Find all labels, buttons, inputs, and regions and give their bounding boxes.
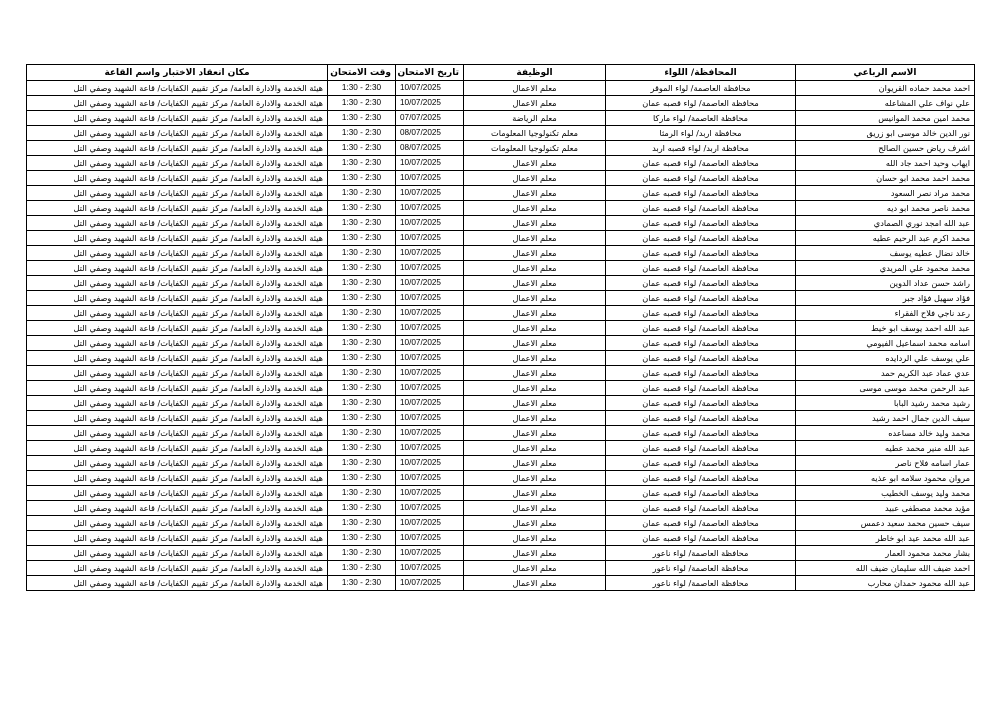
table-row [27, 126, 975, 141]
cell-name: عبد الله محمود حمدان محارب [796, 576, 975, 591]
cell-job: معلم الاعمال [464, 231, 606, 246]
cell-name: احمد محمد حماده القريوان [796, 81, 975, 96]
cell-time: 1:30 - 2:30 [328, 156, 396, 171]
cell-time: 1:30 - 2:30 [328, 381, 396, 396]
table-row [27, 501, 975, 516]
cell-time: 1:30 - 2:30 [328, 276, 396, 291]
cell-time: 1:30 - 2:30 [328, 186, 396, 201]
cell-date: 10/07/2025 [396, 276, 464, 291]
cell-place: هيئة الخدمة والادارة العامة/ مركز تقييم الكفايات/ قاعة الشهيد وصفي التل [27, 411, 328, 426]
table-row [27, 351, 975, 366]
cell-time: 1:30 - 2:30 [328, 441, 396, 456]
cell-name: اسامه محمد اسماعيل الفيومي [796, 336, 975, 351]
cell-governorate: محافظة العاصمة/ لواء قصبه عمان [606, 186, 796, 201]
table-row [27, 321, 975, 336]
cell-date: 10/07/2025 [396, 306, 464, 321]
cell-place: هيئة الخدمة والادارة العامة/ مركز تقييم الكفايات/ قاعة الشهيد وصفي التل [27, 81, 328, 96]
cell-name: رشيد محمد رشيد البابا [796, 396, 975, 411]
cell-name: فؤاد سهيل فؤاد جبر [796, 291, 975, 306]
cell-name: عبد الله امجد نوري الصمادي [796, 216, 975, 231]
cell-date: 10/07/2025 [396, 171, 464, 186]
table-row [27, 276, 975, 291]
table-row [27, 546, 975, 561]
cell-date: 10/07/2025 [396, 441, 464, 456]
cell-time: 1:30 - 2:30 [328, 111, 396, 126]
cell-governorate: محافظة العاصمة/ لواء قصبه عمان [606, 471, 796, 486]
cell-name: بشار محمد محمود العمار [796, 546, 975, 561]
cell-name: محمد اكرم عبد الرحيم عطيه [796, 231, 975, 246]
cell-date: 10/07/2025 [396, 351, 464, 366]
table-row [27, 186, 975, 201]
cell-job: معلم الاعمال [464, 81, 606, 96]
cell-job: معلم الاعمال [464, 201, 606, 216]
table-row [27, 216, 975, 231]
cell-governorate: محافظة العاصمة/ لواء قصبه عمان [606, 441, 796, 456]
cell-place: هيئة الخدمة والادارة العامة/ مركز تقييم الكفايات/ قاعة الشهيد وصفي التل [27, 501, 328, 516]
cell-governorate: محافظة العاصمة/ لواء قصبه عمان [606, 171, 796, 186]
cell-governorate: محافظة العاصمة/ لواء قصبه عمان [606, 381, 796, 396]
table-row [27, 246, 975, 261]
cell-place: هيئة الخدمة والادارة العامة/ مركز تقييم الكفايات/ قاعة الشهيد وصفي التل [27, 261, 328, 276]
cell-governorate: محافظة العاصمة/ لواء ناعور [606, 576, 796, 591]
cell-place: هيئة الخدمة والادارة العامة/ مركز تقييم الكفايات/ قاعة الشهيد وصفي التل [27, 96, 328, 111]
cell-date: 10/07/2025 [396, 381, 464, 396]
cell-place: هيئة الخدمة والادارة العامة/ مركز تقييم الكفايات/ قاعة الشهيد وصفي التل [27, 321, 328, 336]
cell-place: هيئة الخدمة والادارة العامة/ مركز تقييم الكفايات/ قاعة الشهيد وصفي التل [27, 351, 328, 366]
cell-job: معلم الاعمال [464, 381, 606, 396]
cell-time: 1:30 - 2:30 [328, 246, 396, 261]
table-row [27, 396, 975, 411]
cell-time: 1:30 - 2:30 [328, 261, 396, 276]
cell-name: علي نواف علي المشاعله [796, 96, 975, 111]
cell-name: محمد امين محمد الموانيس [796, 111, 975, 126]
cell-place: هيئة الخدمة والادارة العامة/ مركز تقييم الكفايات/ قاعة الشهيد وصفي التل [27, 456, 328, 471]
cell-governorate: محافظة العاصمة/ لواء ناعور [606, 561, 796, 576]
cell-place: هيئة الخدمة والادارة العامة/ مركز تقييم الكفايات/ قاعة الشهيد وصفي التل [27, 306, 328, 321]
cell-time: 1:30 - 2:30 [328, 336, 396, 351]
cell-name: رعد ناجي فلاح الفقراء [796, 306, 975, 321]
cell-job: معلم الاعمال [464, 156, 606, 171]
cell-job: معلم الاعمال [464, 336, 606, 351]
cell-time: 1:30 - 2:30 [328, 126, 396, 141]
cell-time: 1:30 - 2:30 [328, 306, 396, 321]
cell-job: معلم الاعمال [464, 546, 606, 561]
cell-date: 10/07/2025 [396, 156, 464, 171]
cell-date: 10/07/2025 [396, 246, 464, 261]
cell-time: 1:30 - 2:30 [328, 366, 396, 381]
table-row [27, 471, 975, 486]
cell-date: 08/07/2025 [396, 126, 464, 141]
table-row [27, 336, 975, 351]
cell-job: معلم الاعمال [464, 306, 606, 321]
cell-governorate: محافظة العاصمة/ لواء قصبه عمان [606, 336, 796, 351]
cell-time: 1:30 - 2:30 [328, 516, 396, 531]
cell-date: 10/07/2025 [396, 261, 464, 276]
cell-job: معلم الاعمال [464, 561, 606, 576]
cell-governorate: محافظة اربد/ لواء قصبه اربد [606, 141, 796, 156]
cell-date: 10/07/2025 [396, 96, 464, 111]
cell-place: هيئة الخدمة والادارة العامة/ مركز تقييم الكفايات/ قاعة الشهيد وصفي التل [27, 156, 328, 171]
table-body [27, 81, 975, 591]
table-row [27, 291, 975, 306]
cell-date: 10/07/2025 [396, 336, 464, 351]
cell-date: 10/07/2025 [396, 426, 464, 441]
cell-job: معلم الاعمال [464, 396, 606, 411]
cell-governorate: محافظة العاصمة/ لواء قصبه عمان [606, 276, 796, 291]
cell-time: 1:30 - 2:30 [328, 351, 396, 366]
cell-name: عدي عماد عبد الكريم حمد [796, 366, 975, 381]
cell-time: 1:30 - 2:30 [328, 456, 396, 471]
cell-place: هيئة الخدمة والادارة العامة/ مركز تقييم الكفايات/ قاعة الشهيد وصفي التل [27, 141, 328, 156]
cell-time: 1:30 - 2:30 [328, 531, 396, 546]
cell-date: 10/07/2025 [396, 456, 464, 471]
cell-date: 10/07/2025 [396, 321, 464, 336]
table-row [27, 531, 975, 546]
table-row [27, 306, 975, 321]
cell-place: هيئة الخدمة والادارة العامة/ مركز تقييم الكفايات/ قاعة الشهيد وصفي التل [27, 486, 328, 501]
cell-governorate: محافظة العاصمة/ لواء قصبه عمان [606, 201, 796, 216]
cell-name: عمار اسامه فلاح ناصر [796, 456, 975, 471]
cell-date: 10/07/2025 [396, 201, 464, 216]
cell-name: محمد مراد نصر السعود [796, 186, 975, 201]
header-date: تاريخ الامتحان [396, 65, 464, 81]
cell-job: معلم الاعمال [464, 441, 606, 456]
cell-date: 07/07/2025 [396, 111, 464, 126]
cell-place: هيئة الخدمة والادارة العامة/ مركز تقييم الكفايات/ قاعة الشهيد وصفي التل [27, 246, 328, 261]
cell-time: 1:30 - 2:30 [328, 546, 396, 561]
cell-time: 1:30 - 2:30 [328, 321, 396, 336]
cell-place: هيئة الخدمة والادارة العامة/ مركز تقييم الكفايات/ قاعة الشهيد وصفي التل [27, 471, 328, 486]
cell-name: اشرف رياض حسين الصالح [796, 141, 975, 156]
table-row [27, 171, 975, 186]
cell-governorate: محافظة العاصمة/ لواء قصبه عمان [606, 291, 796, 306]
cell-place: هيئة الخدمة والادارة العامة/ مركز تقييم الكفايات/ قاعة الشهيد وصفي التل [27, 171, 328, 186]
cell-job: معلم الرياضة [464, 111, 606, 126]
cell-name: خالد نضال عطيه يوسف [796, 246, 975, 261]
cell-place: هيئة الخدمة والادارة العامة/ مركز تقييم الكفايات/ قاعة الشهيد وصفي التل [27, 111, 328, 126]
cell-place: هيئة الخدمة والادارة العامة/ مركز تقييم الكفايات/ قاعة الشهيد وصفي التل [27, 396, 328, 411]
cell-name: عبد الله محمد عيد ابو خاطر [796, 531, 975, 546]
cell-governorate: محافظة العاصمة/ لواء الموقر [606, 81, 796, 96]
table-row [27, 411, 975, 426]
cell-time: 1:30 - 2:30 [328, 501, 396, 516]
table-row [27, 441, 975, 456]
table-row [27, 111, 975, 126]
cell-governorate: محافظة العاصمة/ لواء قصبه عمان [606, 246, 796, 261]
cell-place: هيئة الخدمة والادارة العامة/ مركز تقييم الكفايات/ قاعة الشهيد وصفي التل [27, 276, 328, 291]
cell-governorate: محافظة العاصمة/ لواء قصبه عمان [606, 306, 796, 321]
cell-date: 10/07/2025 [396, 561, 464, 576]
cell-job: معلم الاعمال [464, 351, 606, 366]
cell-governorate: محافظة اربد/ لواء الرمثا [606, 126, 796, 141]
table-row [27, 426, 975, 441]
cell-job: معلم تكنولوجيا المعلومات [464, 126, 606, 141]
cell-date: 10/07/2025 [396, 366, 464, 381]
cell-name: عبد الله منير محمد عطيه [796, 441, 975, 456]
cell-name: مروان محمود سلامه ابو عذيه [796, 471, 975, 486]
cell-name: مؤيد محمد مصطفى عبيد [796, 501, 975, 516]
cell-place: هيئة الخدمة والادارة العامة/ مركز تقييم الكفايات/ قاعة الشهيد وصفي التل [27, 516, 328, 531]
cell-job: معلم الاعمال [464, 486, 606, 501]
table-row [27, 366, 975, 381]
cell-time: 1:30 - 2:30 [328, 576, 396, 591]
cell-place: هيئة الخدمة والادارة العامة/ مركز تقييم الكفايات/ قاعة الشهيد وصفي التل [27, 186, 328, 201]
cell-name: محمد وليد يوسف الخطيب [796, 486, 975, 501]
cell-governorate: محافظة العاصمة/ لواء قصبه عمان [606, 156, 796, 171]
table-row [27, 81, 975, 96]
cell-place: هيئة الخدمة والادارة العامة/ مركز تقييم الكفايات/ قاعة الشهيد وصفي التل [27, 561, 328, 576]
cell-job: معلم الاعمال [464, 321, 606, 336]
cell-date: 10/07/2025 [396, 531, 464, 546]
cell-place: هيئة الخدمة والادارة العامة/ مركز تقييم الكفايات/ قاعة الشهيد وصفي التل [27, 126, 328, 141]
table-row [27, 261, 975, 276]
cell-time: 1:30 - 2:30 [328, 201, 396, 216]
cell-date: 10/07/2025 [396, 486, 464, 501]
cell-place: هيئة الخدمة والادارة العامة/ مركز تقييم الكفايات/ قاعة الشهيد وصفي التل [27, 231, 328, 246]
cell-date: 10/07/2025 [396, 546, 464, 561]
cell-governorate: محافظة العاصمة/ لواء قصبه عمان [606, 486, 796, 501]
cell-governorate: محافظة العاصمة/ لواء قصبه عمان [606, 501, 796, 516]
cell-time: 1:30 - 2:30 [328, 141, 396, 156]
header-name: الاسم الرباعي [796, 65, 975, 81]
cell-name: نور الدين خالد موسى ابو زريق [796, 126, 975, 141]
cell-name: ايهاب وحيد احمد جاد الله [796, 156, 975, 171]
cell-date: 10/07/2025 [396, 231, 464, 246]
header-row [27, 65, 975, 81]
cell-time: 1:30 - 2:30 [328, 396, 396, 411]
cell-job: معلم الاعمال [464, 171, 606, 186]
cell-date: 10/07/2025 [396, 501, 464, 516]
cell-time: 1:30 - 2:30 [328, 96, 396, 111]
cell-place: هيئة الخدمة والادارة العامة/ مركز تقييم الكفايات/ قاعة الشهيد وصفي التل [27, 441, 328, 456]
cell-governorate: محافظة العاصمة/ لواء قصبه عمان [606, 396, 796, 411]
cell-name: محمد احمد محمد ابو حسان [796, 171, 975, 186]
cell-governorate: محافظة العاصمة/ لواء قصبه عمان [606, 231, 796, 246]
cell-governorate: محافظة العاصمة/ لواء قصبه عمان [606, 321, 796, 336]
cell-time: 1:30 - 2:30 [328, 486, 396, 501]
cell-place: هيئة الخدمة والادارة العامة/ مركز تقييم الكفايات/ قاعة الشهيد وصفي التل [27, 426, 328, 441]
cell-job: معلم الاعمال [464, 576, 606, 591]
cell-time: 1:30 - 2:30 [328, 426, 396, 441]
cell-job: معلم الاعمال [464, 186, 606, 201]
cell-governorate: محافظة العاصمة/ لواء ماركا [606, 111, 796, 126]
cell-job: معلم الاعمال [464, 531, 606, 546]
cell-governorate: محافظة العاصمة/ لواء قصبه عمان [606, 426, 796, 441]
table-row [27, 516, 975, 531]
cell-time: 1:30 - 2:30 [328, 561, 396, 576]
cell-time: 1:30 - 2:30 [328, 216, 396, 231]
cell-name: سيف حسين محمد سعيد دعمس [796, 516, 975, 531]
cell-governorate: محافظة العاصمة/ لواء قصبه عمان [606, 351, 796, 366]
cell-job: معلم الاعمال [464, 276, 606, 291]
table-row [27, 456, 975, 471]
cell-time: 1:30 - 2:30 [328, 291, 396, 306]
cell-date: 10/07/2025 [396, 471, 464, 486]
exam-schedule-table [26, 64, 975, 591]
cell-job: معلم تكنولوجيا المعلومات [464, 141, 606, 156]
cell-date: 10/07/2025 [396, 216, 464, 231]
cell-name: عبد الله احمد يوسف ابو خيط [796, 321, 975, 336]
cell-job: معلم الاعمال [464, 411, 606, 426]
cell-date: 10/07/2025 [396, 291, 464, 306]
header-job: الوظيفة [464, 65, 606, 81]
cell-governorate: محافظة العاصمة/ لواء قصبه عمان [606, 261, 796, 276]
cell-governorate: محافظة العاصمة/ لواء قصبه عمان [606, 96, 796, 111]
cell-name: سيف الدين جمال احمد رشيد [796, 411, 975, 426]
cell-date: 10/07/2025 [396, 516, 464, 531]
header-place: مكان انعقاد الاختبار واسم القاعة [27, 65, 328, 81]
table-row [27, 201, 975, 216]
cell-place: هيئة الخدمة والادارة العامة/ مركز تقييم الكفايات/ قاعة الشهيد وصفي التل [27, 201, 328, 216]
cell-job: معلم الاعمال [464, 516, 606, 531]
exam-schedule-sheet [26, 64, 974, 591]
cell-job: معلم الاعمال [464, 216, 606, 231]
cell-date: 10/07/2025 [396, 186, 464, 201]
cell-date: 10/07/2025 [396, 411, 464, 426]
cell-job: معلم الاعمال [464, 96, 606, 111]
cell-name: عبد الرحمن محمد موسى موسى [796, 381, 975, 396]
cell-name: راشد حسن عداد الدوين [796, 276, 975, 291]
cell-governorate: محافظة العاصمة/ لواء قصبه عمان [606, 516, 796, 531]
cell-place: هيئة الخدمة والادارة العامة/ مركز تقييم الكفايات/ قاعة الشهيد وصفي التل [27, 291, 328, 306]
table-row [27, 156, 975, 171]
cell-governorate: محافظة العاصمة/ لواء ناعور [606, 546, 796, 561]
cell-job: معلم الاعمال [464, 471, 606, 486]
cell-place: هيئة الخدمة والادارة العامة/ مركز تقييم الكفايات/ قاعة الشهيد وصفي التل [27, 336, 328, 351]
cell-time: 1:30 - 2:30 [328, 231, 396, 246]
cell-governorate: محافظة العاصمة/ لواء قصبه عمان [606, 216, 796, 231]
table-row [27, 561, 975, 576]
cell-date: 10/07/2025 [396, 576, 464, 591]
table-row [27, 486, 975, 501]
cell-place: هيئة الخدمة والادارة العامة/ مركز تقييم الكفايات/ قاعة الشهيد وصفي التل [27, 576, 328, 591]
cell-date: 10/07/2025 [396, 81, 464, 96]
cell-place: هيئة الخدمة والادارة العامة/ مركز تقييم الكفايات/ قاعة الشهيد وصفي التل [27, 531, 328, 546]
cell-place: هيئة الخدمة والادارة العامة/ مركز تقييم الكفايات/ قاعة الشهيد وصفي التل [27, 216, 328, 231]
cell-date: 08/07/2025 [396, 141, 464, 156]
cell-time: 1:30 - 2:30 [328, 81, 396, 96]
cell-job: معلم الاعمال [464, 291, 606, 306]
cell-name: احمد ضيف الله سليمان ضيف الله [796, 561, 975, 576]
cell-place: هيئة الخدمة والادارة العامة/ مركز تقييم الكفايات/ قاعة الشهيد وصفي التل [27, 546, 328, 561]
cell-time: 1:30 - 2:30 [328, 411, 396, 426]
table-row [27, 576, 975, 591]
table-row [27, 381, 975, 396]
cell-governorate: محافظة العاصمة/ لواء قصبه عمان [606, 366, 796, 381]
cell-job: معلم الاعمال [464, 366, 606, 381]
cell-name: محمد وليد خالد مساعده [796, 426, 975, 441]
cell-time: 1:30 - 2:30 [328, 471, 396, 486]
cell-time: 1:30 - 2:30 [328, 171, 396, 186]
table-row [27, 96, 975, 111]
cell-name: محمد محمود علي المريدي [796, 261, 975, 276]
header-governorate: المحافظة/ اللواء [606, 65, 796, 81]
cell-governorate: محافظة العاصمة/ لواء قصبه عمان [606, 411, 796, 426]
cell-governorate: محافظة العاصمة/ لواء قصبه عمان [606, 531, 796, 546]
cell-job: معلم الاعمال [464, 456, 606, 471]
cell-name: علي يوسف علي الردايده [796, 351, 975, 366]
cell-job: معلم الاعمال [464, 261, 606, 276]
cell-place: هيئة الخدمة والادارة العامة/ مركز تقييم الكفايات/ قاعة الشهيد وصفي التل [27, 381, 328, 396]
cell-job: معلم الاعمال [464, 501, 606, 516]
cell-job: معلم الاعمال [464, 246, 606, 261]
cell-governorate: محافظة العاصمة/ لواء قصبه عمان [606, 456, 796, 471]
header-time: وقت الامتحان [328, 65, 396, 81]
table-row [27, 141, 975, 156]
table-row [27, 231, 975, 246]
cell-name: محمد ناصر محمد ابو ديه [796, 201, 975, 216]
cell-place: هيئة الخدمة والادارة العامة/ مركز تقييم الكفايات/ قاعة الشهيد وصفي التل [27, 366, 328, 381]
cell-job: معلم الاعمال [464, 426, 606, 441]
cell-date: 10/07/2025 [396, 396, 464, 411]
